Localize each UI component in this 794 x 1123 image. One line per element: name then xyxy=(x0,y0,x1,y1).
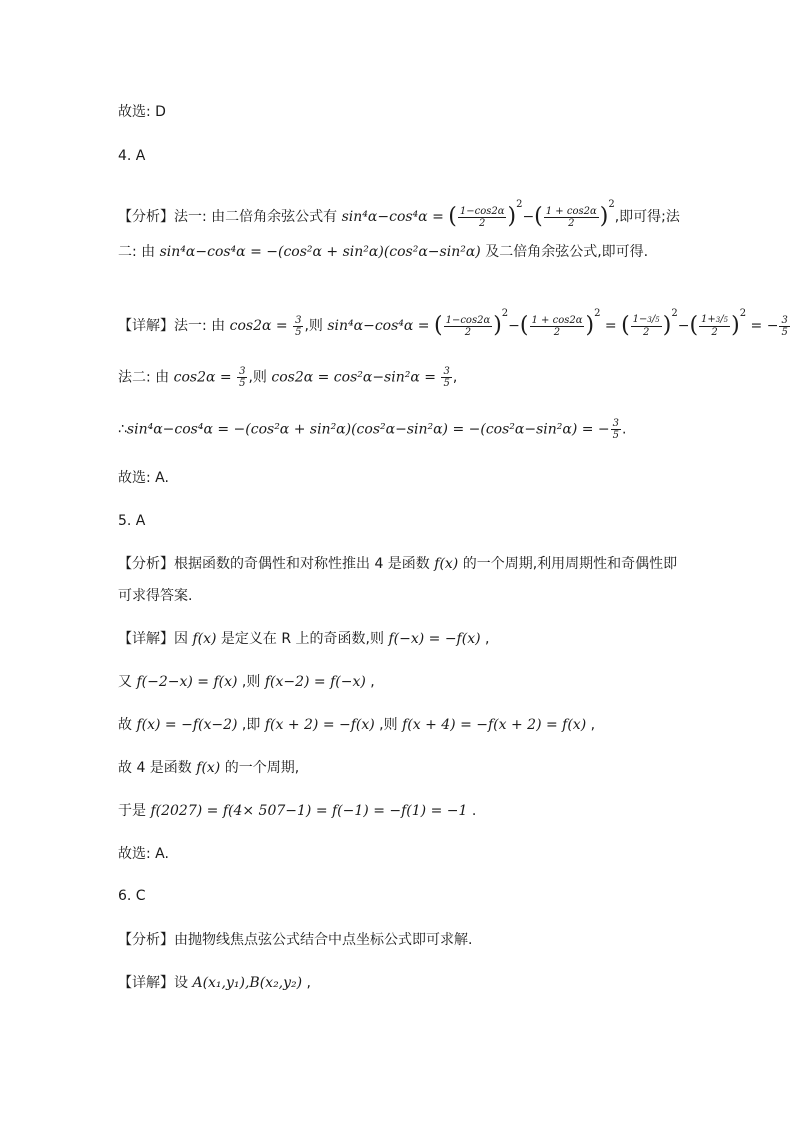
q5-detail-line3: 故 f(x) = −f(x−2) ,即 f(x + 2) = −f(x) ,则 f(x + 4) = −f(x + 2) = f(x) , xyxy=(118,717,596,733)
q6-detail-line1: 【详解】设 A(x₁,y₁),B(x₂,y₂) , xyxy=(118,975,312,991)
q5-analysis-line2: 可求得答案. xyxy=(118,588,193,604)
question-6-answer: 6. C xyxy=(118,888,146,904)
question-5-answer: 5. A xyxy=(118,513,146,529)
q4-analysis-line2: 二: 由 sin⁴α−cos⁴α = −(cos²α + sin²α)(cos²α−sin²α) 及二倍角余弦公式,即可得. xyxy=(118,244,649,260)
fraction: $\frac{1-\cos 2\alpha}{2}$ xyxy=(459,205,505,229)
q5-analysis-line1: 【分析】根据函数的奇偶性和对称性推出 4 是函数 f(x) 的一个周期,利用周期性和奇偶性即 xyxy=(118,556,678,572)
answer-choice-a-2: 故选: A. xyxy=(118,846,169,862)
q5-detail-line4: 故 4 是函数 f(x) 的一个周期, xyxy=(118,760,300,776)
answer-choice-a: 故选: A. xyxy=(118,470,169,486)
q5-detail-line1: 【详解】因 f(x) 是定义在 R 上的奇函数,则 f(−x) = −f(x) , xyxy=(118,631,490,647)
q5-detail-line5: 于是 f(2027) = f(4× 507−1) = f(−1) = −f(1) = −1 . xyxy=(118,803,477,819)
question-4-answer: 4. A xyxy=(118,148,146,164)
answer-choice-d: 故选: D xyxy=(118,104,166,120)
q4-detail-line1: 【详解】法一: 由 cos2α = $\frac{3}{5}$ ,则 sin⁴α−cos⁴α = ( $\frac{1-\cos 2\alpha}{2}$ )$^2$−( $\frac{1 + \cos 2\alpha}{2}$ )$^2$ = ( $\frac{1-3/5}{2}$ )$^2$−( $\frac{1+3/5}{2}$ )$^2$ = − $\frac{3}{5}$ xyxy=(118,308,788,338)
q6-analysis: 【分析】由抛物线焦点弦公式结合中点坐标公式即可求解. xyxy=(118,932,473,948)
q4-analysis-line1: 【分析】法一: 由二倍角余弦公式有 sin⁴α−cos⁴α = ( $\frac{1-\cos 2\alpha}{2}$ )$^2$−( $\frac{1 + \cos 2\alpha}{2}$ )$^2$,即可得;法 xyxy=(118,199,680,229)
q5-detail-line2: 又 f(−2−x) = f(x) ,则 f(x−2) = f(−x) , xyxy=(118,674,375,690)
q4-detail-conclusion: ∴sin⁴α−cos⁴α = −(cos²α + sin²α)(cos²α−sin²α) = −(cos²α−sin²α) = − $\frac{3}{5}$ . xyxy=(118,418,627,441)
q4-detail-method2: 法二: 由 cos2α = $\frac{3}{5}$ ,则 cos2α = cos²α−sin²α = $\frac{3}{5}$ , xyxy=(118,366,458,389)
formula: sin⁴α−cos⁴α = xyxy=(341,209,449,225)
fraction: $\frac{1 + \cos 2\alpha}{2}$ xyxy=(545,205,597,229)
